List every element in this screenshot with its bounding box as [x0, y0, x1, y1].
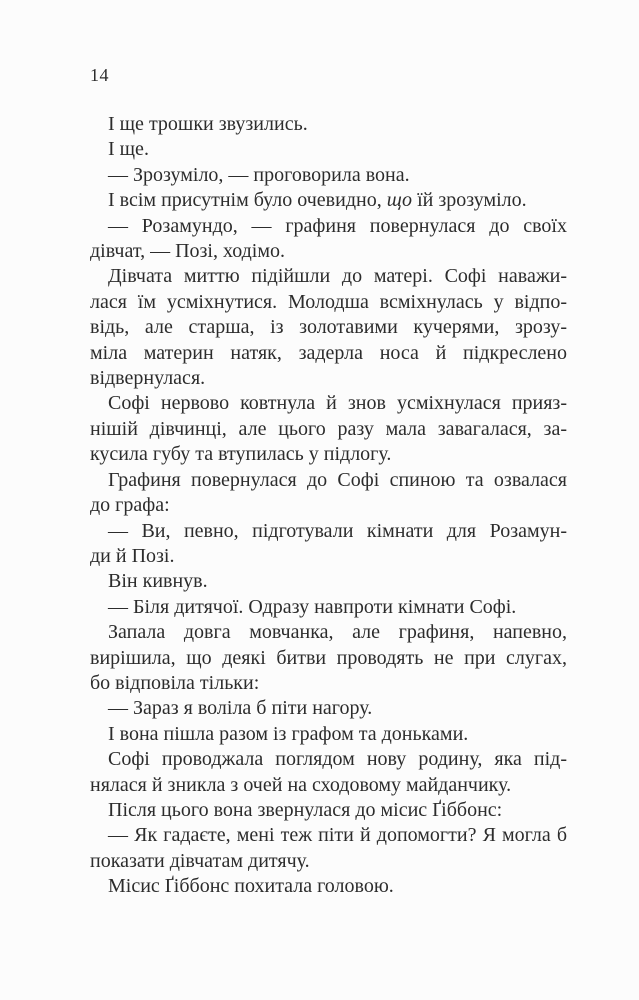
text-block	[90, 112, 567, 900]
text-line: кусила губу та втупилась у підлогу.	[90, 443, 392, 466]
text-line: І всім присутнім було очевидно, що їй зрозуміло.	[108, 189, 527, 212]
text-line: вирішила, що деякі битви проводять не при слугах,	[90, 646, 567, 669]
text-line: дівчат, — Позі, ходімо.	[90, 240, 286, 263]
text-line: — Ви, певно, підготували кімнати для Розамун-	[108, 519, 567, 542]
text-line: бо відповіла тільки:	[90, 671, 260, 694]
text-line: — Зараз я воліла б піти нагору.	[108, 697, 373, 720]
text-line: до графа:	[90, 494, 170, 517]
text-line: І вона пішла разом із графом та доньками.	[108, 722, 469, 745]
text-line: Софі нервово ковтнула й знов усміхнулася прияз-	[108, 392, 567, 415]
text-line: Він кивнув.	[108, 570, 208, 593]
text-line: — Біля дитячої. Одразу навпроти кімнати Софі.	[108, 595, 517, 618]
text-line: відвернулася.	[90, 367, 206, 390]
text-line: — Як гадаєте, мені теж піти й допомогти? Я могла б	[108, 824, 567, 847]
text-line: — Зрозуміло, — проговорила вона.	[108, 163, 410, 186]
text-line: Запала довга мовчанка, але графиня, напевно,	[108, 621, 567, 644]
text-line: Місис Ґіббонс похитала головою.	[108, 875, 394, 898]
text-line: — Розамундо, — графиня повернулася до своїх	[108, 214, 567, 237]
text-line: І ще.	[108, 138, 149, 161]
text-line: нішій дівчинці, але цього разу мала завагалася, за-	[90, 417, 567, 440]
text-line: Після цього вона звернулася до місис Ґіббонс:	[108, 798, 503, 821]
text-line: міла материн натяк, задерла носа й підкреслено	[90, 341, 567, 364]
text-line: показати дівчатам дитячу.	[90, 849, 310, 872]
text-line: Софі проводжала поглядом нову родину, яка під-	[108, 748, 567, 771]
text-line: Дівчата миттю підійшли до матері. Софі наважи-	[108, 265, 567, 288]
page-number: 14	[90, 65, 109, 85]
text-line: Графиня повернулася до Софі спиною та озвалася	[108, 468, 567, 491]
text-line: нялася й зникла з очей на сходовому майданчику.	[90, 773, 512, 796]
text-line: ди й Позі.	[90, 544, 175, 567]
text-line: лася їм усміхнутися. Молодша всміхнулась у відпо-	[90, 290, 567, 313]
text-line: І ще трошки звузились.	[108, 113, 308, 135]
text-line: відь, але старша, із золотавими кучерями, зрозу-	[90, 316, 567, 339]
